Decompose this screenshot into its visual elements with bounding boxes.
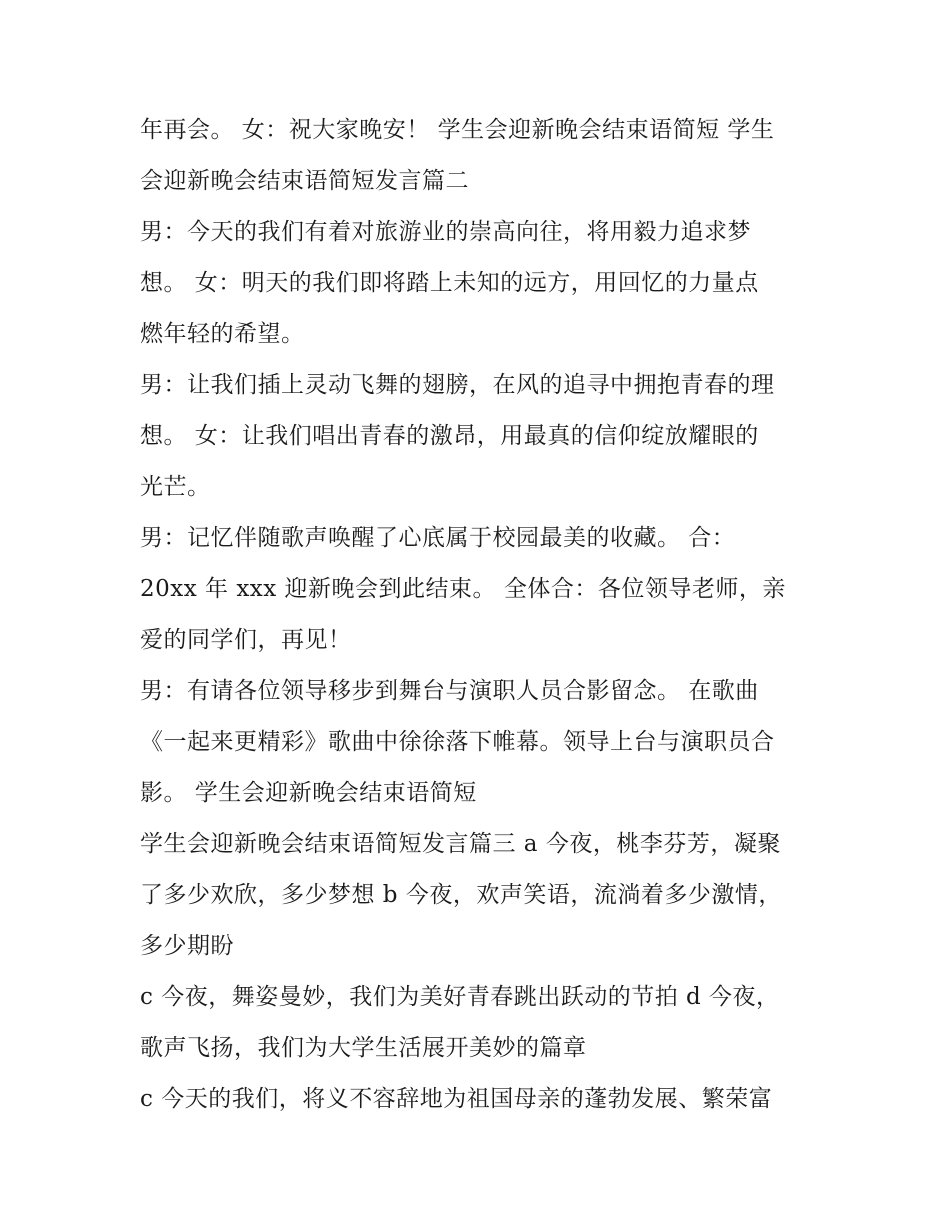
text-line: 影。 学生会迎新晚会结束语简短 <box>140 780 477 806</box>
paragraph-3 <box>140 360 820 513</box>
text-line: c 今夜，舞姿曼妙，我们为美好青春跳出跃动的节拍 d 今夜， <box>140 984 780 1010</box>
text-line: 男：今天的我们有着对旅游业的崇高向往，将用毅力追求梦 <box>140 219 751 245</box>
paragraph-6 <box>140 819 820 972</box>
text-line: 歌声飞扬，我们为大学生活展开美妙的篇章 <box>140 1035 587 1061</box>
text-line: 想。 女：明天的我们即将踏上未知的远方，用回忆的力量点 <box>140 270 759 296</box>
text-line: 男：让我们插上灵动飞舞的翅膀，在风的追寻中拥抱青春的理 <box>140 372 775 398</box>
paragraph-8 <box>140 1074 820 1125</box>
text-line: 年再会。 女：祝大家晚安！ 学生会迎新晚会结束语简短 学生 <box>140 117 775 143</box>
text-line: 燃年轻的希望。 <box>140 321 305 347</box>
text-line: 学生会迎新晚会结束语简短发言篇三 a 今夜，桃李芬芳，凝聚 <box>140 831 781 857</box>
text-line: 男：记忆伴随歌声唤醒了心底属于校园最美的收藏。 合： <box>140 525 736 551</box>
text-line: 了多少欢欣，多少梦想 b 今夜，欢声笑语，流淌着多少激情， <box>140 882 782 908</box>
text-line: 《一起来更精彩》歌曲中徐徐落下帷幕。领导上台与演职员合 <box>140 729 775 755</box>
paragraph-4 <box>140 513 820 666</box>
text-line: 光芒。 <box>140 474 211 500</box>
text-line: c 今天的我们，将义不容辞地为祖国母亲的蓬勃发展、繁荣富 <box>140 1086 773 1112</box>
paragraph-2 <box>140 207 820 360</box>
text-line: 会迎新晚会结束语简短发言篇二 <box>140 168 469 194</box>
text-line: 想。 女：让我们唱出青春的激昂，用最真的信仰绽放耀眼的 <box>140 423 759 449</box>
document-page <box>140 105 820 1125</box>
paragraph-5 <box>140 666 820 819</box>
text-line: 多少期盼 <box>140 933 234 959</box>
text-line: 爱的同学们，再见！ <box>140 627 352 653</box>
paragraph-7 <box>140 972 820 1074</box>
text-line: 男：有请各位领导移步到舞台与演职人员合影留念。 在歌曲 <box>140 678 759 704</box>
paragraph-1 <box>140 105 820 207</box>
text-line: 20xx 年 xxx 迎新晚会到此结束。 全体合：各位领导老师，亲 <box>140 576 786 602</box>
